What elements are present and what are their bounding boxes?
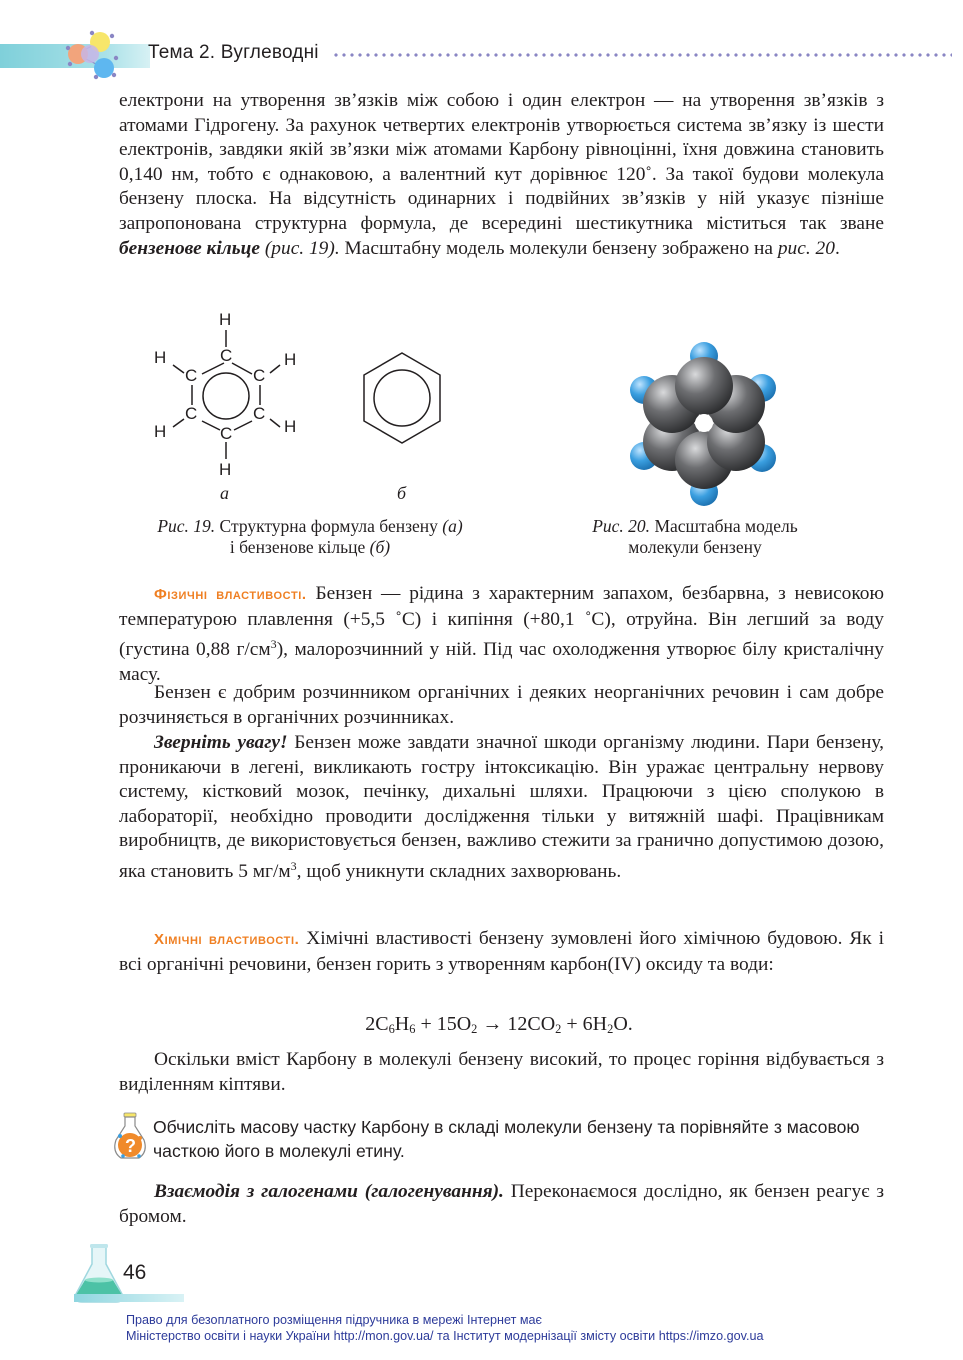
benzene-ring-term: бензенове кільце (119, 237, 260, 259)
combustion-equation: $2C_6H_6 + 15O_2 \to 12CO_2 + 6H_2O$. (365, 1013, 633, 1036)
soot-paragraph: Оскільки вміст Карбону в молекулі бензену високий, то процес горіння відбувається з виділенням кіптяви. (119, 1049, 884, 1095)
chemical-properties-heading: Хімічні властивості. (154, 931, 300, 948)
svg-text:?: ? (125, 1136, 136, 1156)
solvent-paragraph: Бензен є добрим розчинником органічних і деяких неорганічних речовин і сам добре розчиняється в органічних розчинниках. (119, 682, 884, 728)
figure-20-reference: рис. 20 (777, 237, 835, 259)
benzene-space-filling-model (618, 338, 782, 508)
question-flask-icon (112, 1112, 148, 1162)
license-notice-line-2: Міністерство освіти і науки України http://mon.gov.ua/ та Інститут модернізації змісту освіти https://imzo.gov.ua (126, 1329, 764, 1343)
atom-c-lower-left: C (185, 404, 198, 423)
figure-20-caption: Рис. 20. Масштабна модель молекули бензену (592, 516, 798, 557)
figure-label-a: а (220, 483, 229, 503)
atom-h-bottom: H (219, 460, 232, 479)
benzene-ring-diagram (360, 350, 444, 446)
page-number: 46 (123, 1261, 147, 1284)
footer-band (74, 1294, 184, 1302)
physical-properties-paragraph: Фізичні властивості. Бензен — рідина з характерним запахом, безбарвна, з невисокою температурою плавлення (+5,5 ˚С) і кипіння (+80,1 ˚С), отруйна. Він легший за воду (густина 0,88 $г/см^3$), малорозчинний у ній. Під час охолодження утворює білу кристалічну масу. (119, 583, 885, 685)
atom-h-upper-right: H (284, 350, 297, 369)
halogenation-lead: Взаємодія з галогенами (галогенування). (154, 1181, 504, 1202)
atom-h-lower-left: H (154, 422, 167, 441)
atom-h-upper-left: H (154, 348, 167, 367)
molecule-logo-icon (62, 28, 124, 80)
benzene-structural-formula (140, 305, 310, 485)
chapter-title: Тема 2. Вуглеводні (148, 42, 319, 63)
atom-c-bottom: C (220, 424, 233, 443)
physical-properties-heading: Фізичні властивості. (154, 586, 307, 603)
halogenation-paragraph: Взаємодія з галогенами (галогенування). Переконаємося дослідно, як бензен реагує з бромом. (119, 1181, 884, 1227)
atom-c-top: C (220, 346, 233, 365)
atom-h-top: H (219, 310, 232, 329)
warning-paragraph: Зверніть увагу! Бензен може завдати значної шкоди організму людини. Пари бензену, проникаючи в легені, викликають гостру інтоксикацію. Він уражає центральну нервову систему, кістковий мозок, печінку, дихальні шляхи. Працюючи з цією сполукою в лабораторії, необхідно проводити дослідження тільки у витяжній шафі. Працівникам виробництв, де використовується бензен, важливо стежити за гранично допустимою дозою, яка становить 5 $мг/м^3$, щоб уникнути складних захворювань. (119, 732, 885, 882)
question-text: Обчисліть масову частку Карбону в складі молекули бензену та порівняйте з масовою часткою його в молекулі етину. (153, 1117, 860, 1161)
intro-paragraph: електрони на утворення зв’язків між собою і один електрон — на утворення зв’язків з атомами Гідрогену. За рахунок четвертих електронів утворюється система зв’язку із шести електронів, завдяки якій зв’язки між атомами Карбону рівноцінні, їхня довжина становить 0,140 нм, тобто є однаковою, а валентний кут дорівнює 120˚. За такої будови молекула бензену плоска. На відсутність одинарних і подвійних зв’язків у ній указує пізніше запропонована структурна формула, де всередині шестикутника міститься так зване бензенове кільце (рис. 19). Масштабну модель молекули бензену зображено на рис. 20. (119, 90, 884, 259)
license-notice-line-1: Право для безоплатного розміщення підручника в мережі Інтернет має (126, 1313, 542, 1327)
header-dotted-rule (332, 53, 952, 57)
atom-c-lower-right: C (253, 404, 266, 423)
chemical-properties-paragraph: Хімічні властивості. Хімічні властивості бензену зумовлені його хімічною будовою. Як і всі органічні речовини, бензен горить з утворенням карбон(IV) оксиду та води: (119, 928, 884, 975)
atom-h-lower-right: H (284, 417, 297, 436)
figure-19-reference: рис. 19 (271, 237, 329, 259)
atom-c-upper-left: C (185, 366, 198, 385)
atom-c-upper-right: C (253, 366, 266, 385)
warning-lead: Зверніть увагу! (154, 732, 288, 753)
figure-label-b: б (397, 483, 407, 503)
figure-19-caption: Рис. 19. Структурна формула бензену (а) і бензенове кільце (б) (157, 516, 463, 557)
